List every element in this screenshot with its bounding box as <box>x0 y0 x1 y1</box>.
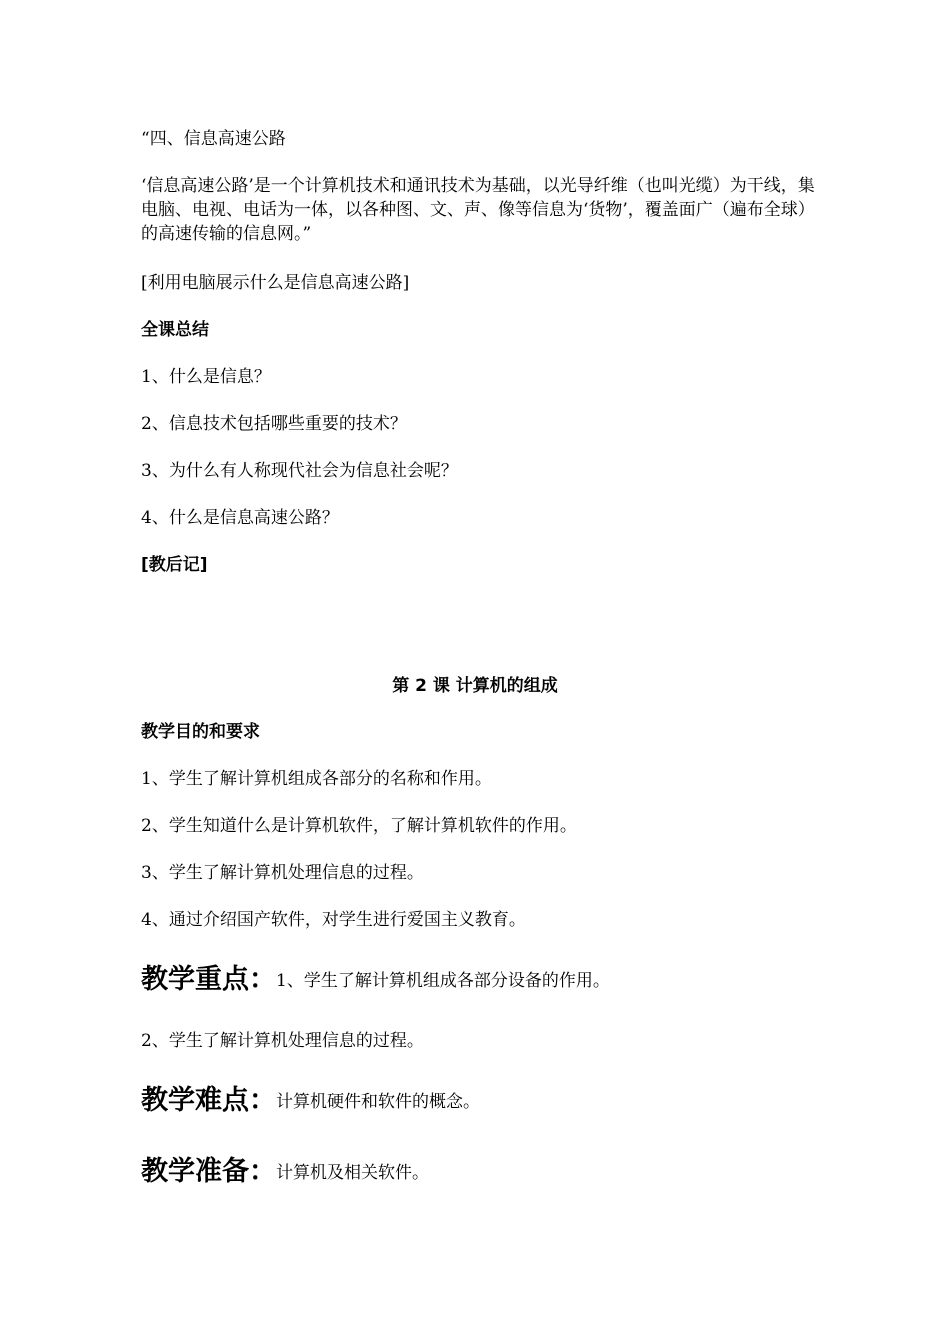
preparation-label: 教学准备： <box>141 1156 276 1187</box>
key-points-row <box>141 964 610 995</box>
summary-question: 4、什么是信息高速公路？ <box>141 508 339 528</box>
difficulty-text: 计算机硬件和软件的概念。 <box>276 1092 480 1112</box>
key-point-item: 2、学生了解计算机处理信息的过程。 <box>141 1031 424 1051</box>
section-heading: “四、信息高速公路 <box>141 129 286 149</box>
postscript-label: [教后记] <box>141 555 208 575</box>
summary-question: 3、为什么有人称现代社会为信息社会呢？ <box>141 461 458 481</box>
key-point-item: 1、学生了解计算机组成各部分设备的作用。 <box>276 971 610 991</box>
summary-title: 全课总结 <box>141 320 209 340</box>
goals-title: 教学目的和要求 <box>141 722 260 742</box>
demo-note: [利用电脑展示什么是信息高速公路] <box>141 273 410 293</box>
difficulty-label: 教学难点： <box>141 1085 276 1116</box>
lesson-title: 第 2 课 计算机的组成 <box>392 676 558 696</box>
goal-item: 1、学生了解计算机组成各部分的名称和作用。 <box>141 769 492 789</box>
goal-item: 4、通过介绍国产软件，对学生进行爱国主义教育。 <box>141 910 526 930</box>
key-points-label: 教学重点： <box>141 964 276 995</box>
preparation-text: 计算机及相关软件。 <box>276 1163 429 1183</box>
goal-item: 2、学生知道什么是计算机软件，了解计算机软件的作用。 <box>141 816 577 836</box>
summary-question: 2、信息技术包括哪些重要的技术？ <box>141 414 407 434</box>
difficulty-row <box>141 1085 480 1116</box>
section-paragraph: ‘信息高速公路’是一个计算机技术和通讯技术为基础，以光导纤维（也叫光缆）为干线，集电脑、电视、电话为一体，以各种图、文、声、像等信息为‘货物’，覆盖面广（遍布全球）的高速传输的信息网。” <box>141 176 815 244</box>
preparation-row <box>141 1156 429 1187</box>
summary-question: 1、什么是信息？ <box>141 367 271 387</box>
goal-item: 3、学生了解计算机处理信息的过程。 <box>141 863 424 883</box>
